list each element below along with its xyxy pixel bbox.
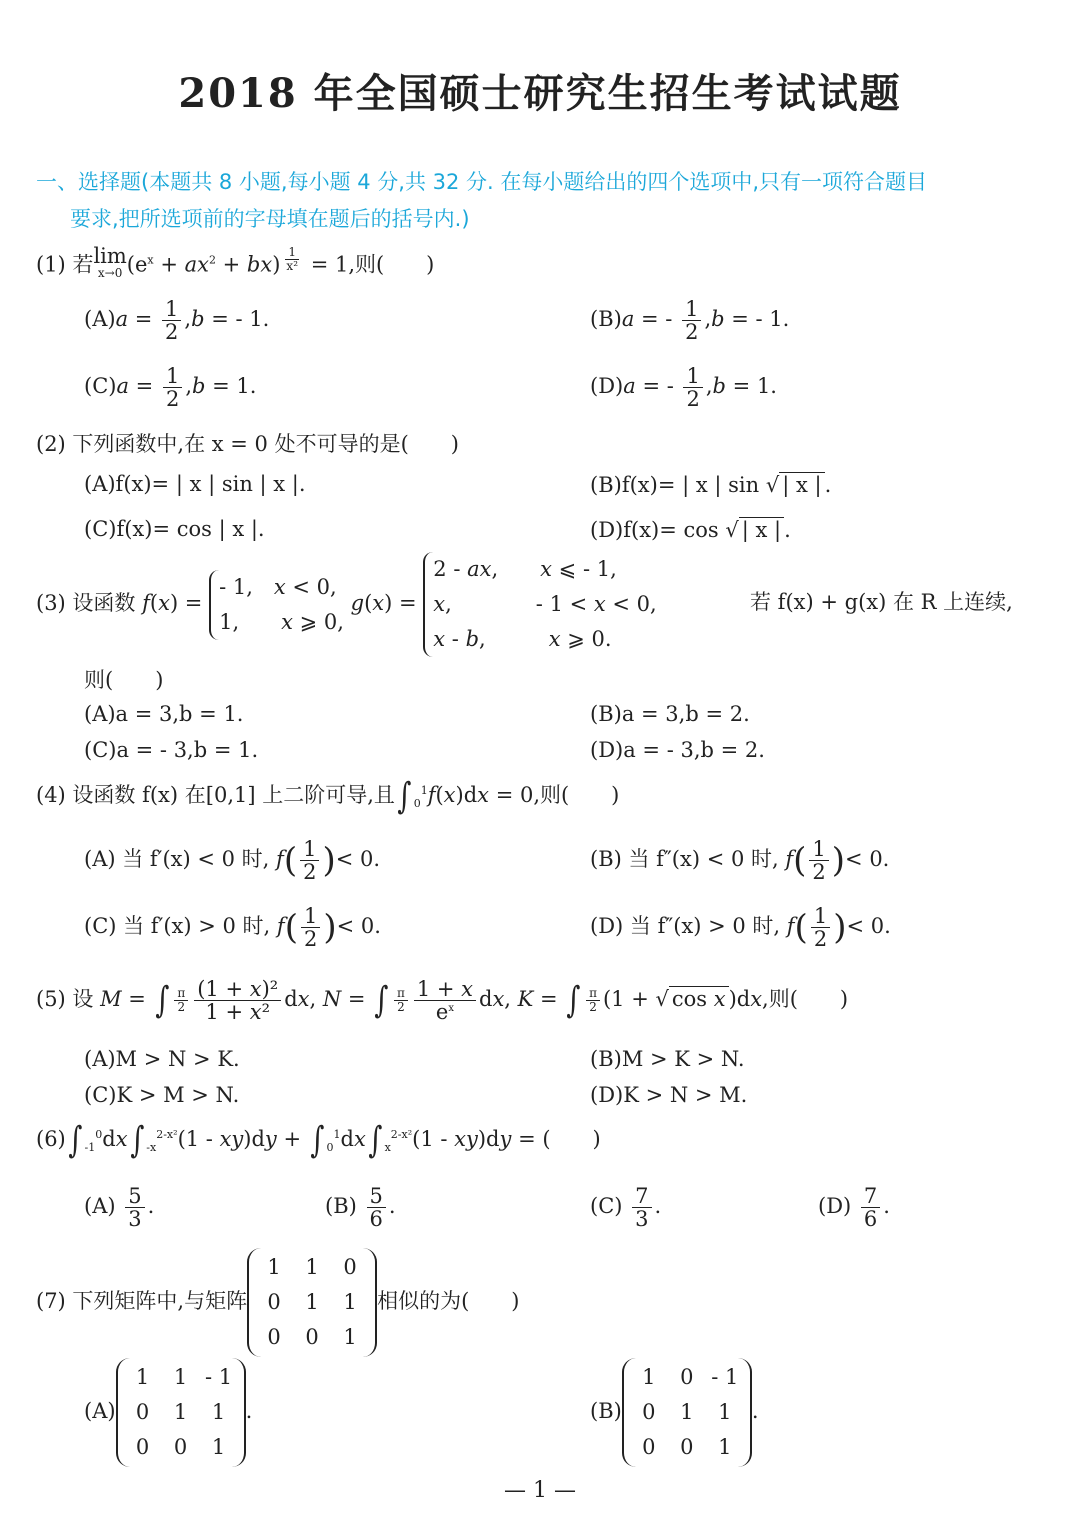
page-title: 2018 年全国硕士研究生招生考试试题 bbox=[178, 70, 902, 117]
page-number: — 1 — bbox=[504, 1478, 576, 1503]
q1-option-c: (C)a = $\frac{1}{2}$ ,b = 1. bbox=[84, 364, 257, 412]
question-6-stem: (6)∫ $_{-1}^0$dx∫ $_{-x}^{2-x^2}$(1 - xy)dy + ∫ $_0^1$dx∫ $_x^{2-x^2}$(1 - xy)dy = ( ) bbox=[36, 1120, 601, 1161]
section-desc-line2: 要求,把所选项前的字母填在题后的括号内.) bbox=[70, 207, 470, 231]
q3-option-a: (A)a = 3,b = 1. bbox=[84, 702, 244, 726]
q4-option-c: (C) 当 f′(x) > 0 时, f( $\frac{1}{2}$ )< 0. bbox=[84, 904, 381, 952]
q6-option-a: (A) $\frac{5}{3}$ . bbox=[84, 1184, 155, 1232]
q6-option-c: (C) $\frac{7}{3}$ . bbox=[590, 1184, 662, 1232]
question-1-stem: (1) 若 lim x→0 $(e^x + ax^2 + bx)$ $^{\frac{1}{\text{x²}}}$ = 1,则( ) bbox=[36, 244, 435, 280]
q2-option-a: (A)f(x)= | x | sin | x |. bbox=[84, 472, 306, 496]
question-4-stem: (4) 设函数 f(x) 在[0,1] 上二阶可导,且∫ $_0^1$f(x)dx = 0,则( ) bbox=[36, 776, 620, 817]
q1-option-b: (B)a = - $\frac{1}{2}$ ,b = - 1. bbox=[590, 297, 790, 345]
q2-option-b: (B)f(x)= | x | sin √ | x | . bbox=[590, 473, 832, 497]
q6-option-d: (D) $\frac{7}{6}$ . bbox=[818, 1184, 890, 1232]
section-header bbox=[36, 166, 927, 196]
q1-option-d: (D)a = - $\frac{1}{2}$ ,b = 1. bbox=[590, 364, 777, 412]
question-5-stem: (5) 设 M = ∫ $\frac{\pi}{2}$ $\frac{\text{(1 + x)²}}{\text{1 + x²}}$ dx, N = ∫ $\frac{\pi}{2}$ $\frac{1 + x}{e^x}$ dx, K = ∫ $\frac{\pi}{2}$ (1 + √ cos x )dx,则( ) bbox=[36, 977, 849, 1025]
question-2-stem: (2) 下列函数中,在 x = 0 处不可导的是( ) bbox=[36, 432, 459, 456]
piecewise-g: 2 - ax, x ⩽ - 1, x, - 1 < x < 0, x - b, x ⩾ 0. bbox=[423, 552, 656, 657]
q5-option-b: (B)M > K > N. bbox=[590, 1047, 745, 1071]
q5-option-a: (A)M > N > K. bbox=[84, 1047, 240, 1071]
q3-option-b: (B)a = 3,b = 2. bbox=[590, 702, 750, 726]
exponent-fraction: 1 x² bbox=[286, 245, 298, 273]
question-tail: = 1,则( ) bbox=[310, 252, 435, 277]
question-text: 若 bbox=[72, 252, 94, 277]
section-desc-line1: (本题共 8 小题,每小题 4 分,共 32 分. 在每小题给出的四个选项中,只有一项符合题目 bbox=[141, 170, 928, 194]
q7-option-b: (B) 1 0 - 1 0 1 1 0 0 1 . bbox=[590, 1358, 759, 1467]
question-3-condition: 若 f(x) + g(x) 在 R 上连续, bbox=[750, 590, 1013, 614]
q3-option-c: (C)a = - 3,b = 1. bbox=[84, 738, 259, 762]
q3-option-d: (D)a = - 3,b = 2. bbox=[590, 738, 765, 762]
q2-option-d: (D)f(x)= cos √ | x | . bbox=[590, 518, 791, 542]
q5-option-c: (C)K > M > N. bbox=[84, 1083, 240, 1107]
matrix-given: 1 1 0 0 1 1 0 0 1 bbox=[247, 1248, 377, 1357]
q5-option-d: (D)K > N > M. bbox=[590, 1083, 748, 1107]
piecewise-f: - 1, x < 0, 1, x ⩾ 0, bbox=[209, 570, 344, 640]
q2-option-c: (C)f(x)= cos | x |. bbox=[84, 517, 265, 541]
section-prefix: 一、选择题 bbox=[36, 170, 141, 194]
q7-option-a: (A) 1 1 - 1 0 1 1 0 0 1 . bbox=[84, 1358, 252, 1467]
question-7-stem: (7) 下列矩阵中,与矩阵 1 1 0 0 1 1 0 0 1 相似的为( ) bbox=[36, 1248, 520, 1357]
question-3-then: 则( ) bbox=[84, 668, 164, 692]
q4-option-a: (A) 当 f′(x) < 0 时, f( $\frac{1}{2}$ )< 0. bbox=[84, 837, 381, 885]
q1-option-a: (A)a = $\frac{1}{2}$ ,b = - 1. bbox=[84, 297, 270, 345]
q4-option-d: (D) 当 f″(x) > 0 时, f( $\frac{1}{2}$ )< 0. bbox=[590, 904, 891, 952]
limit-expression: lim x→0 bbox=[93, 244, 127, 280]
question-number: (1) bbox=[36, 252, 66, 277]
q4-option-b: (B) 当 f″(x) < 0 时, f( $\frac{1}{2}$ )< 0. bbox=[590, 837, 890, 885]
q6-option-b: (B) $\frac{5}{6}$ . bbox=[325, 1184, 396, 1232]
question-3-stem: (3) 设函数 f(x) = - 1, x < 0, 1, x ⩾ 0, g(x) = 2 - ax, x ⩽ - 1, x, - 1 < x < 0, x - b, x ⩾ 0. bbox=[36, 552, 657, 657]
